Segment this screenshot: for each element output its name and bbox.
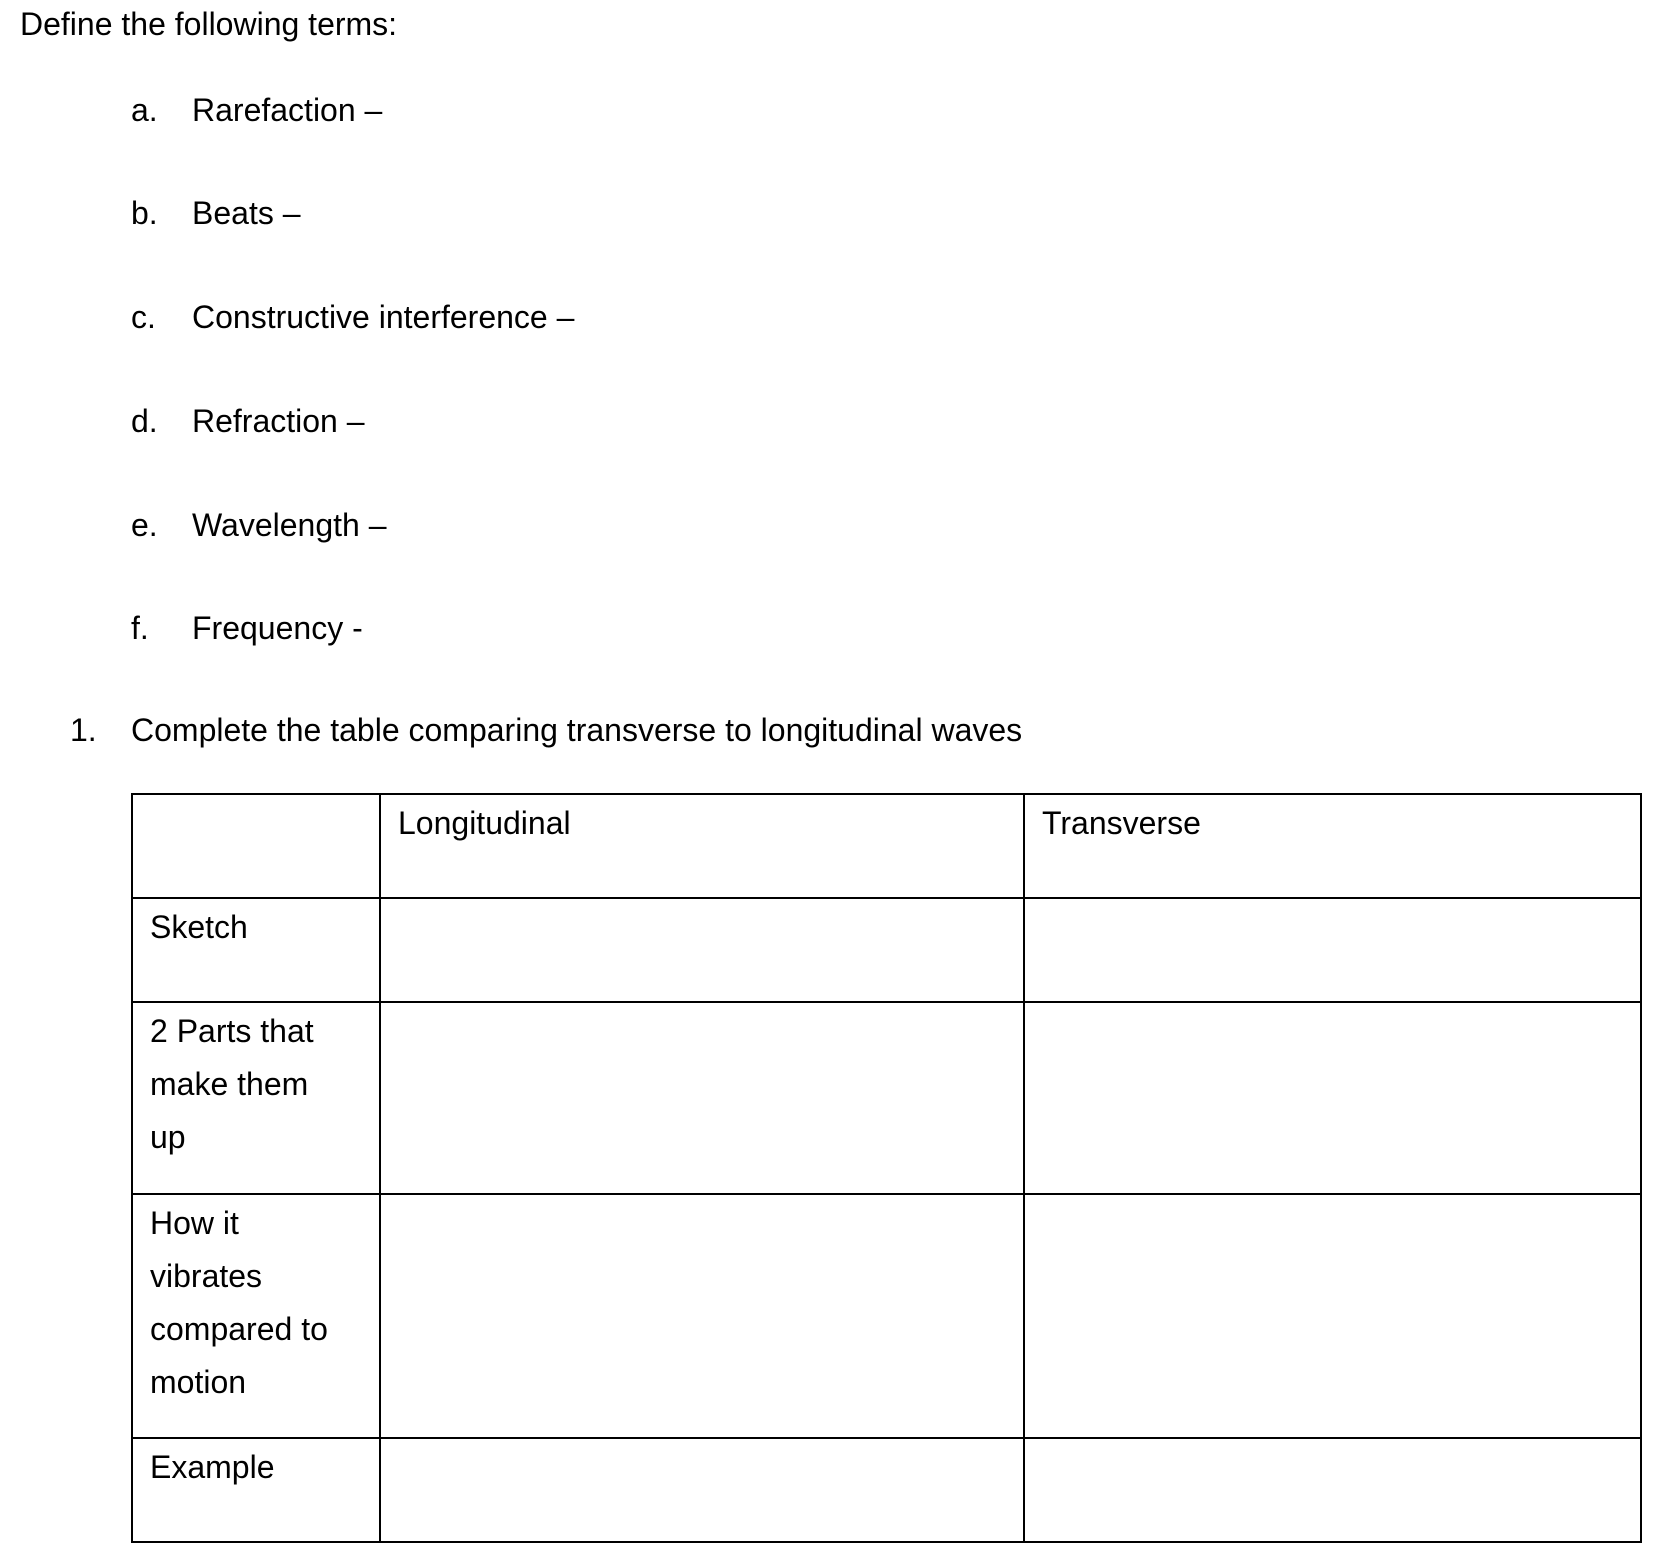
row-label: Example	[150, 1449, 275, 1485]
term-label: Rarefaction –	[192, 92, 383, 128]
term-marker: b.	[131, 195, 158, 231]
page-heading: Define the following terms:	[20, 6, 398, 42]
term-item-constructive-interference	[131, 297, 574, 337]
term-item-wavelength	[131, 505, 386, 545]
answer-cell-transverse[interactable]	[1024, 898, 1641, 1002]
term-label: Refraction –	[192, 403, 365, 439]
term-label: Constructive interference –	[192, 299, 575, 335]
row-label-cell	[132, 1194, 380, 1438]
term-marker: a.	[131, 92, 158, 128]
term-item-frequency	[131, 608, 363, 648]
header-cell-transverse	[1024, 794, 1641, 898]
answer-cell-longitudinal[interactable]	[380, 1194, 1024, 1438]
header-label: Transverse	[1042, 805, 1201, 841]
table-header-row	[132, 794, 1641, 898]
question-1	[70, 710, 1022, 750]
header-cell-empty	[132, 794, 380, 898]
comparison-table	[131, 793, 1642, 1543]
term-label: Beats –	[192, 195, 301, 231]
answer-cell-transverse[interactable]	[1024, 1438, 1641, 1542]
term-label: Wavelength –	[192, 507, 387, 543]
table-row	[132, 898, 1641, 1002]
answer-cell-transverse[interactable]	[1024, 1194, 1641, 1438]
answer-cell-longitudinal[interactable]	[380, 1002, 1024, 1194]
row-label: 2 Parts that make them up	[150, 1013, 314, 1155]
table-row	[132, 1194, 1641, 1438]
header-cell-longitudinal	[380, 794, 1024, 898]
row-label: Sketch	[150, 909, 248, 945]
answer-cell-longitudinal[interactable]	[380, 1438, 1024, 1542]
term-item-rarefaction	[131, 90, 382, 130]
term-item-refraction	[131, 401, 365, 441]
answer-cell-longitudinal[interactable]	[380, 898, 1024, 1002]
term-marker: d.	[131, 403, 158, 439]
term-label: Frequency -	[192, 610, 363, 646]
row-label-cell	[132, 1438, 380, 1542]
header-label: Longitudinal	[398, 805, 571, 841]
term-item-beats	[131, 193, 301, 233]
term-marker: e.	[131, 507, 158, 543]
table-row	[132, 1002, 1641, 1194]
term-marker: f.	[131, 610, 149, 646]
question-number: 1.	[70, 712, 97, 748]
question-text: Complete the table comparing transverse to longitudinal waves	[131, 712, 1023, 748]
answer-cell-transverse[interactable]	[1024, 1002, 1641, 1194]
row-label: How it vibrates compared to motion	[150, 1205, 328, 1400]
term-marker: c.	[131, 299, 156, 335]
table-row	[132, 1438, 1641, 1542]
row-label-cell	[132, 1002, 380, 1194]
row-label-cell	[132, 898, 380, 1002]
